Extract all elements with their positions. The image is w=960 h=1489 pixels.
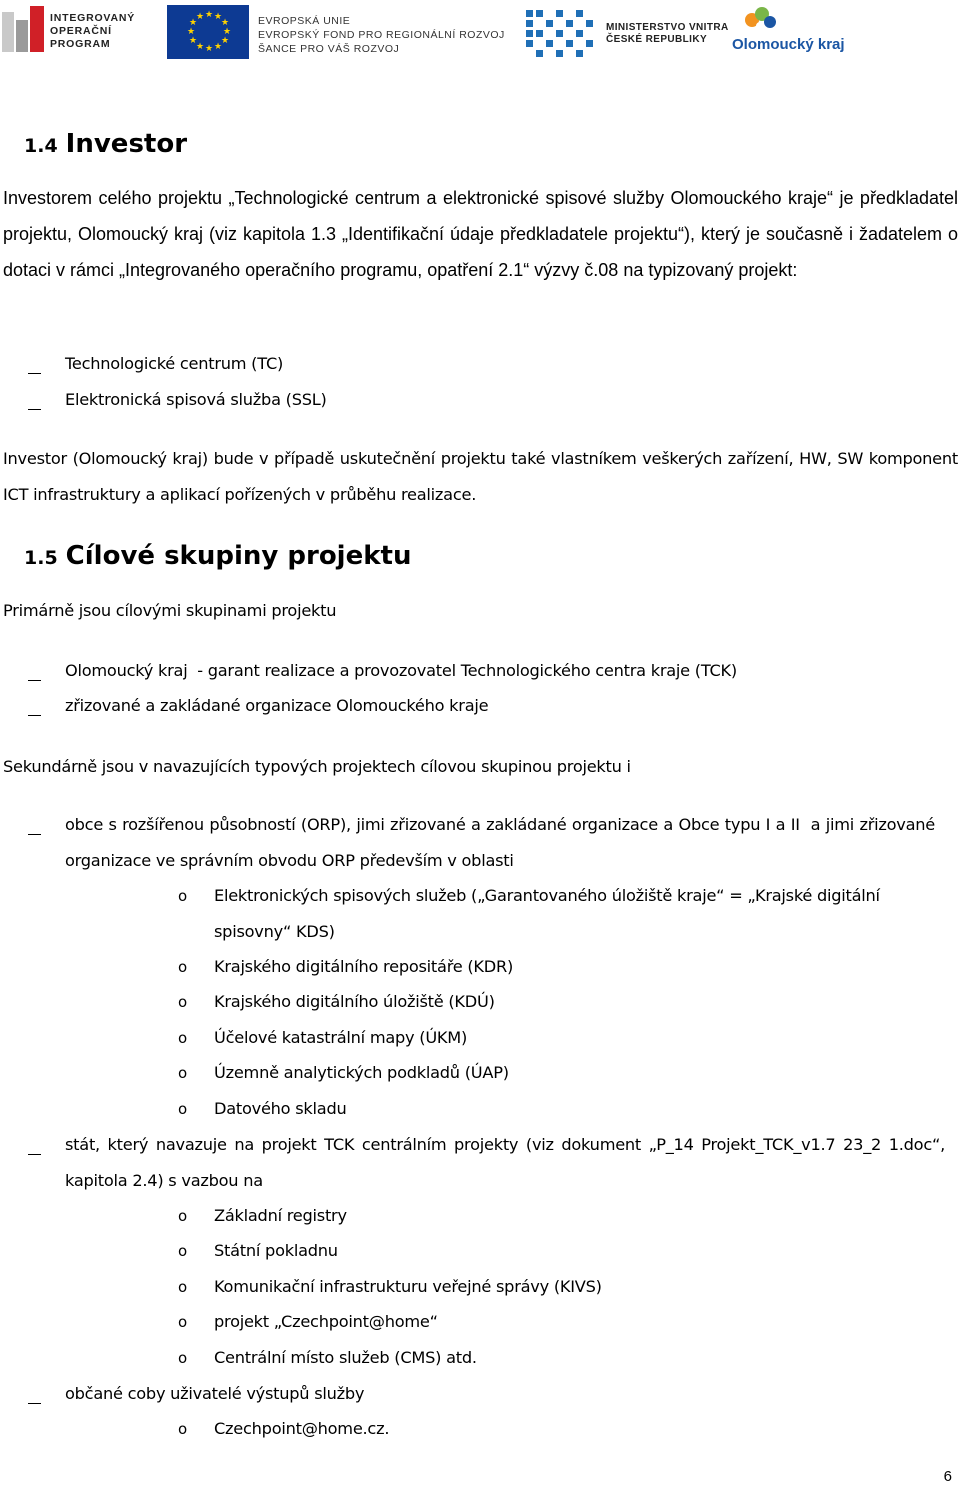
circle-bullet: o — [178, 1100, 188, 1118]
list-item: zřizované a zakládané organizace Olomouckého kraje — [65, 696, 489, 715]
logo-bar — [0, 0, 960, 70]
sub-list-item: Účelové katastrální mapy (ÚKM) — [214, 1028, 468, 1047]
svg-text:★: ★ — [221, 36, 230, 46]
mv-logo-icon — [524, 6, 596, 58]
dash-bullet — [28, 1403, 41, 1404]
svg-text:★: ★ — [223, 27, 232, 37]
svg-text:★: ★ — [187, 27, 196, 37]
section-15-title: Cílové skupiny projektu — [65, 541, 412, 571]
svg-text:★: ★ — [196, 12, 205, 22]
list-item: Technologické centrum (TC) — [65, 354, 284, 373]
eu-line-2: EVROPSKÝ FOND PRO REGIONÁLNÍ ROZVOJ — [258, 29, 505, 41]
iop-logo — [0, 6, 150, 58]
sub-list-item: Komunikační infrastrukturu veřejné správy (KIVS) — [214, 1277, 602, 1296]
svg-text:★: ★ — [205, 10, 214, 20]
section-15-number: 1.5 — [24, 547, 58, 569]
dash-bullet — [28, 715, 41, 716]
section-14-title: Investor — [65, 129, 188, 159]
svg-text:★: ★ — [189, 36, 198, 46]
eu-line-1: EVROPSKÁ UNIE — [258, 15, 351, 27]
sub-list-item: Centrální místo služeb (CMS) atd. — [214, 1348, 477, 1367]
sub-list-item: Krajského digitálního úložiště (KDÚ) — [214, 992, 495, 1011]
sub-list-item: Datového skladu — [214, 1099, 347, 1118]
list-item: Olomoucký kraj - garant realizace a provozovatel Technologického centra kraje (TCK) — [65, 661, 737, 680]
circle-bullet: o — [178, 1029, 188, 1047]
circle-bullet: o — [178, 1349, 188, 1367]
svg-text:★: ★ — [214, 12, 223, 22]
investor-ownership-paragraph: Investor (Olomoucký kraj) bude v případě uskutečnění projektu také vlastníkem veškerých zařízení, HW, SW komponent ICT infrastruktury a aplikací pořízených v průběhu realizace. — [3, 449, 958, 504]
svg-text:★: ★ — [189, 18, 198, 28]
iop-line-1: INTEGROVANÝ — [50, 12, 136, 24]
mv-text — [606, 22, 729, 46]
dash-bullet — [28, 680, 41, 681]
obce-item: obce s rozšířenou působností (ORP), jimi zřizované a zakládané organizace a Obce typu I a II a jimi zřizované organizace ve správním obvodu ORP především v oblasti — [65, 815, 940, 870]
circle-bullet: o — [178, 1207, 188, 1225]
svg-text:★: ★ — [221, 18, 230, 28]
section-15-heading — [24, 541, 411, 571]
circle-bullet: o — [178, 1420, 188, 1438]
primary-intro: Primárně jsou cílovými skupinami projektu — [3, 601, 337, 620]
sub-list-item: projekt „Czechpoint@home“ — [214, 1312, 438, 1331]
dash-bullet — [28, 834, 41, 835]
circle-bullet: o — [178, 1064, 188, 1082]
svg-text:★: ★ — [196, 42, 205, 52]
mv-line-2: ČESKÉ REPUBLIKY — [606, 34, 708, 45]
list-item: Elektronická spisová služba (SSL) — [65, 390, 327, 409]
circle-bullet: o — [178, 887, 188, 905]
mv-line-1: MINISTERSTVO VNITRA — [606, 22, 729, 33]
sub-list-item: Elektronických spisových služeb („Garantovaného úložiště kraje“ = „Krajské digitální spisovny“ KDS) — [214, 886, 880, 941]
sub-list-item: Krajského digitálního repositáře (KDR) — [214, 957, 514, 976]
circle-bullet: o — [178, 1278, 188, 1296]
investor-paragraph: Investorem celého projektu „Technologické centrum a elektronické spisové služby Olomouckého kraje“ je předkladatel projektu, Olomoucký kraj (viz kapitola 1.3 „Identifikační údaje předkladatele projektu“), který je současně i žadatelem o dotaci v rámci „Integrovaného operačního programu, opatření 2.1“ výzvy č.08 na typizovaný projekt: — [3, 188, 958, 280]
iop-line-3: PROGRAM — [50, 38, 111, 50]
sub-list-item: Územně analytických podkladů (ÚAP) — [214, 1063, 509, 1082]
stat-item: stát, který navazuje na projekt TCK centrálním projekty (viz dokument „P_14 Projekt_TCK_v1.7 23_2 1.doc“, kapitola 2.4) s vazbou na — [65, 1135, 945, 1190]
section-14-heading — [24, 129, 187, 159]
eu-line-3: ŠANCE PRO VÁŠ ROZVOJ — [258, 43, 400, 55]
circle-bullet: o — [178, 993, 188, 1011]
obcane-item: občané coby uživatelé výstupů služby — [65, 1384, 365, 1403]
ok-flower-icon — [740, 6, 780, 36]
page-number: 6 — [943, 1468, 952, 1485]
iop-emblem-icon — [0, 6, 48, 58]
svg-text:★: ★ — [205, 44, 214, 54]
sub-list-item: Státní pokladnu — [214, 1241, 338, 1260]
eu-text — [258, 14, 505, 56]
eu-flag-icon — [167, 5, 249, 59]
dash-bullet — [28, 409, 41, 410]
iop-line-2: OPERAČNÍ — [50, 25, 112, 37]
svg-text:★: ★ — [214, 42, 223, 52]
ok-logo-text: Olomoucký kraj — [732, 36, 845, 53]
circle-bullet: o — [178, 958, 188, 976]
dash-bullet — [28, 373, 41, 374]
section-14-number: 1.4 — [24, 135, 58, 157]
circle-bullet: o — [178, 1313, 188, 1331]
circle-bullet: o — [178, 1242, 188, 1260]
sub-list-item: Czechpoint@home.cz. — [214, 1419, 390, 1438]
secondary-intro: Sekundárně jsou v navazujících typových projektech cílovou skupinou projektu i — [3, 757, 631, 776]
dash-bullet — [28, 1154, 41, 1155]
olomoucky-kraj-logo — [730, 6, 880, 58]
sub-list-item: Základní registry — [214, 1206, 347, 1225]
